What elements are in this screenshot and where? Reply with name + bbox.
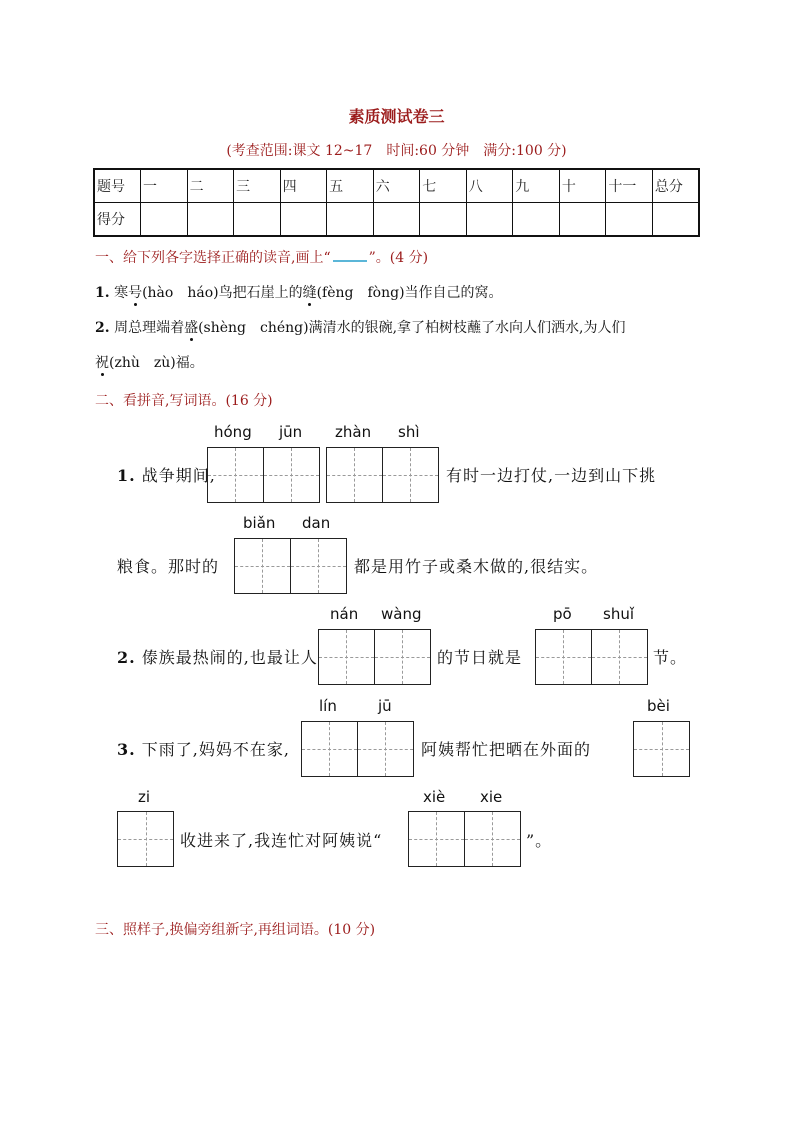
writing-grid-nanwang[interactable] [318,629,431,685]
section1-question1: 1. 寒号(hào háo)鸟把石崖上的缝(fèng fòng)当作自己的窝。 [95,285,503,301]
score-header-cell: 五 [327,169,374,203]
score-cell[interactable] [280,203,327,237]
exam-scope: (考查范围:课文 12~17 时间:60 分钟 满分:100 分) [226,143,567,159]
question-text: 阿姨帮忙把晒在外面的 [421,740,592,759]
score-header-cell: 九 [513,169,560,203]
question-text: 粮食。那时的 [117,557,220,576]
score-cell[interactable] [559,203,606,237]
score-table-header-row [94,169,699,203]
question-text: ”。 [526,831,553,850]
pinyin-label: nán [330,605,359,623]
pinyin-label: zhàn [335,423,372,441]
question-text: 都是用竹子或桑木做的,很结实。 [354,557,599,576]
section1-question2-cont: 祝(zhù zù)福。 [95,355,204,371]
pinyin-label: shuǐ [603,605,634,623]
target-char: 缝 [302,285,317,301]
pinyin-label: jū [378,697,392,715]
pinyin-label: biǎn [243,514,276,532]
score-header-cell: 三 [234,169,281,203]
score-table-score-row [94,203,699,237]
score-cell[interactable] [420,203,467,237]
score-cell[interactable] [141,203,188,237]
pinyin-label: pō [553,605,572,623]
writing-grid-zhanshi[interactable] [326,447,439,503]
score-cell[interactable] [373,203,420,237]
pinyin-label: hóng [214,423,252,441]
answer-underline-sample [333,260,367,262]
section1-heading: 一、给下列各字选择正确的读音,画上“ ”。(4 分) [95,250,429,266]
writing-grid-poshui[interactable] [535,629,648,685]
score-cell[interactable] [466,203,513,237]
score-header-cell: 二 [187,169,234,203]
score-cell[interactable] [652,203,699,237]
target-char: 祝 [95,355,109,371]
writing-grid-xiexie[interactable] [408,811,521,867]
section2-question2: 2. 傣族最热闹的,也最让人 [117,648,318,667]
question-text: 节。 [653,648,688,667]
pinyin-label: dan [302,514,331,532]
target-char: 号 [128,285,143,301]
target-char: 盛 [184,320,199,336]
score-header-cell: 四 [280,169,327,203]
score-header-cell: 总分 [652,169,699,203]
score-cell[interactable] [234,203,281,237]
score-header-cell: 八 [466,169,513,203]
writing-grid-hongjun[interactable] [207,447,320,503]
pinyin-label: xiè [423,788,446,806]
score-cell[interactable] [327,203,374,237]
score-header-cell: 题号 [94,169,141,203]
pinyin-label: zi [138,788,151,806]
page-title: 素质测试卷三 [348,107,445,126]
question-text: 有时一边打仗,一边到山下挑 [446,466,657,485]
section3-heading: 三、照样子,换偏旁组新字,再组词语。(10 分) [95,922,376,938]
question-text: 收进来了,我连忙对阿姨说“ [180,831,383,850]
score-header-cell: 十 [559,169,606,203]
section2-question3: 3. 下雨了,妈妈不在家, [117,740,290,759]
score-header-cell: 一 [141,169,188,203]
section1-question2: 2. 周总理端着盛(shèng chéng)满清水的银碗,拿了柏树枝蘸了水向人们洒水,为人们 [95,320,626,336]
pinyin-label: xie [480,788,503,806]
score-table [93,168,700,237]
writing-grid-biandan[interactable] [234,538,347,594]
question-text: 的节日就是 [437,648,523,667]
score-cell[interactable] [187,203,234,237]
pinyin-label: jūn [279,423,303,441]
score-row-label: 得分 [94,203,141,237]
pinyin-label: shì [398,423,420,441]
score-header-cell: 七 [420,169,467,203]
writing-grid-zi[interactable] [117,811,174,867]
pinyin-label: wàng [381,605,422,623]
writing-grid-linju[interactable] [301,721,414,777]
pinyin-label: bèi [647,697,670,715]
score-header-cell: 六 [373,169,420,203]
score-cell[interactable] [606,203,653,237]
section2-heading: 二、看拼音,写词语。(16 分) [95,393,273,409]
section2-question1-a: 1. 战争期间, [117,466,216,485]
score-cell[interactable] [513,203,560,237]
pinyin-label: lín [319,697,337,715]
writing-grid-bei[interactable] [633,721,690,777]
score-header-cell: 十一 [606,169,653,203]
